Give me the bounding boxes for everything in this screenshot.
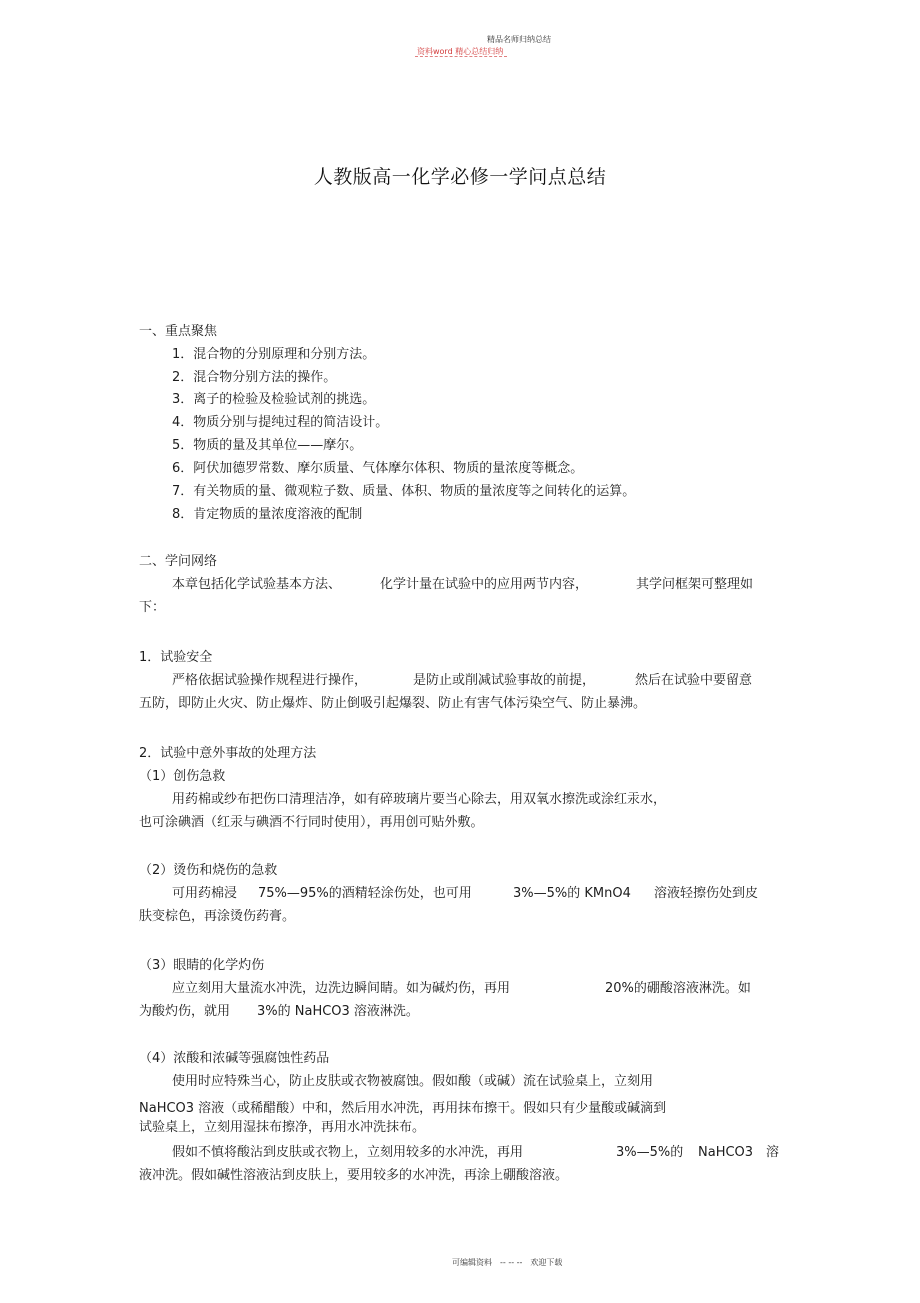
paragraph-text: 本章包括化学试验基本方法、	[172, 577, 342, 592]
subsection-heading: （3）眼睛的化学灼伤	[139, 958, 265, 973]
footer-left-text: 可编辑资料	[452, 1258, 492, 1267]
paragraph-text: 3%的 NaHCO3 溶液淋洗。	[257, 1004, 419, 1019]
list-item: 7．有关物质的量、微观粒子数、质量、体积、物质的量浓度等之间转化的运算。	[172, 484, 636, 499]
list-item: 3．离子的检验及检验试剂的挑选。	[172, 392, 376, 407]
footer-dashes: -- -- --	[500, 1258, 523, 1267]
paragraph-text: 也可涂碘酒（红汞与碘酒不行同时使用），再用创可贴外敷。	[139, 815, 484, 830]
section-heading: 一、重点聚焦	[139, 324, 218, 339]
paragraph-text: 使用时应特殊当心，防止皮肤或衣物被腐蚀。假如酸（或碱）流在试验桌上，立刻用	[172, 1074, 654, 1089]
paragraph-text: 严格依据试验操作规程进行操作，	[172, 673, 368, 688]
paragraph-text: 3%—5%的	[616, 1145, 684, 1160]
paragraph-text: 溶	[766, 1145, 780, 1160]
paragraph-text: NaHCO3	[698, 1145, 754, 1160]
subsection-heading: （4）浓酸和浓碱等强腐蚀性药品	[139, 1051, 330, 1066]
paragraph-text: 下：	[139, 600, 166, 615]
paragraph-text: 五防，即防止火灾、防止爆炸、防止倒吸引起爆裂、防止有害气体污染空气、防止暴沸。	[139, 696, 647, 711]
list-item: 8．肯定物质的量浓度溶液的配制	[172, 507, 363, 522]
paragraph-text: 肤变棕色，再涂烫伤药膏。	[139, 909, 296, 924]
list-item: 4．物质分别与提纯过程的简洁设计。	[172, 415, 389, 430]
paragraph-text: 为酸灼伤，就用	[139, 1004, 231, 1019]
list-item: 6．阿伏加德罗常数、摩尔质量、气体摩尔体积、物质的量浓度等概念。	[172, 461, 584, 476]
paragraph-text: 应立刻用大量流水冲洗，边洗边瞬间睛。如为碱灼伤，再用	[172, 981, 511, 996]
paragraph-text: 其学问框架可整理如	[636, 577, 754, 592]
paragraph-text: 75%—95%的酒精轻涂伤处，也可用	[258, 886, 472, 901]
paragraph-text: 液冲洗。假如碱性溶液沾到皮肤上，要用较多的水冲洗，再涂上硼酸溶液。	[139, 1168, 569, 1183]
subsection-heading: （2）烫伤和烧伤的急救	[139, 863, 278, 878]
header-red-line: 资料word 精心总结归纳	[417, 47, 504, 56]
subsection-heading: 1．试验安全	[139, 650, 213, 665]
footer-right-text: 欢迎下载	[530, 1258, 563, 1267]
subsection-heading: 2．试验中意外事故的处理方法	[139, 746, 317, 761]
list-item: 2．混合物分别方法的操作。	[172, 370, 337, 385]
paragraph-text: 3%—5%的 KMnO4	[513, 886, 631, 901]
paragraph-text: 假如不慎将酸沾到皮肤或衣物上，立刻用较多的水冲洗，再用	[172, 1145, 524, 1160]
paragraph-text: 化学计量在试验中的应用两节内容，	[380, 577, 589, 592]
paragraph-text: 20%的硼酸溶液淋洗。如	[605, 981, 751, 996]
page-title: 人教版高一化学必修一学问点总结	[313, 166, 607, 188]
paragraph-text: 然后在试验中要留意	[635, 673, 753, 688]
page-footer	[452, 1257, 562, 1268]
list-item: 5．物质的量及其单位——摩尔。	[172, 438, 363, 453]
paragraph-text: NaHCO3 溶液（或稀醋酸）中和，然后用水冲洗，再用抹布擦干。假如只有少量酸或碱滴到	[139, 1101, 667, 1116]
header-dotted-rule	[415, 56, 507, 57]
paragraph-text: 溶液轻擦伤处到皮	[654, 886, 759, 901]
subsection-heading: （1）创伤急救	[139, 769, 226, 784]
section-heading: 二、学问网络	[139, 554, 218, 569]
paragraph-text: 用药棉或纱布把伤口清理洁净，如有碎玻璃片要当心除去，用双氧水擦洗或涂红汞水，	[172, 792, 667, 807]
header-top-line: 精品名师归纳总结	[487, 35, 551, 44]
paragraph-text: 试验桌上，立刻用湿抹布擦净，再用水冲洗抹布。	[139, 1120, 426, 1135]
paragraph-text: 是防止或削减试验事故的前提，	[413, 673, 596, 688]
list-item: 1．混合物的分别原理和分别方法。	[172, 347, 376, 362]
paragraph-text: 可用药棉浸	[172, 886, 238, 901]
